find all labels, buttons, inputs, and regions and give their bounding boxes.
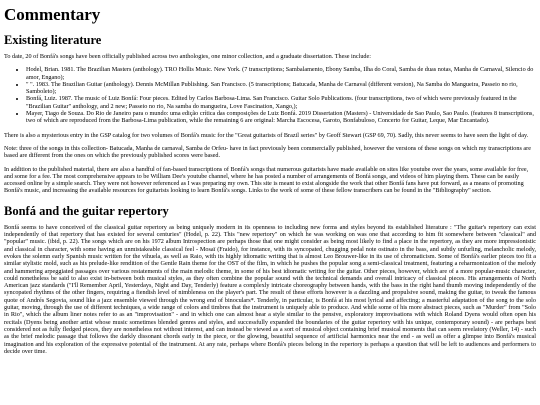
publication-list <box>4 66 536 124</box>
section-heading-existing-literature: Existing literature <box>4 33 102 47</box>
list-item: • Mayer, Tiago de Souza. Do Rio de Janeiro para o mundo: uma edição crítica das composições de Luiz Bonfá. 2019 Dissertation (Masters) - Universidade de Sao Paulo, Sao Paulo. (features 8 transcriptions, two of which are reproduced from the Barbosa-Lima publication, while the remaining 6 are original: Marcha Escocesa, Garoto, Bonfabuloso, Concerto for Guitar, Leque, Mar Encantado). <box>26 110 536 125</box>
list-item: • " ". 1983. The Brazilian Guitar (anthology). Dennis McMillan Publishing. San Francisco. (5 transcriptions; Batucada, Manha de Carnaval (different version), Na Samba do Mangueira, Passeio no rio, Samboleto); <box>26 81 536 96</box>
fan-transcriptions-paragraph: In addition to the published material, there are also a handful of fan-based transcriptions of Bonfá's songs that numerous guitarists have made available on sites like youtube over the years, some available for free, and some for a fee. The most comprehensive appears to be William Dee's youtube channel, where he has posted a number of arrangements of Bonfá songs, and videos of him playing them. These can be easily accessed online by a simple search. They were not however referenced as I was preparing my own. This site is meant to exist alongside the work that other Bonfá fans have put forward, as a means of promoting Bonfá's music, and increasing the available resources for guitarists looking to learn Bonfá's songs. Links to the work of some of these fellow transcribers can be found in the "Bibliography" section. <box>4 165 529 195</box>
note-paragraph: Note: three of the songs in this collection- Batucada, Manha de carnaval, Samba de Orfeu- have in fact previously been commercially published, however the versions of these songs on which my transcriptions are based are different from the ones on which the previously published scores were based. <box>4 144 531 160</box>
intro-paragraph: To date, 20 of Bonfá's songs have been officially published across two anthologies, one minor collection, and a graduate dissertation. These include: <box>4 53 371 60</box>
page-title: Commentary <box>4 5 101 24</box>
section-heading-guitar-repertory: Bonfá and the guitar repertory <box>4 203 169 218</box>
gsp-catalog-paragraph: There is also a mysterious entry in the GSP catalog for two volumes of Bonfá's music for the "Great guitarists of Brazil series" by Geoff Stewart (GSP 69, 70). Sadly, this never seems to have seen the light of day. <box>4 131 529 139</box>
repertory-paragraph: Bonfá seems to have conceived of the classical guitar repertory as being uniquely modern in its openness to including new forms and styles beyond its established literature : "The guitar's repertory can exist independently of that repertory that has existed for several centuries" (Hodel, p. 22). This "new repertory" on which he was working on was one that according to him fit somewhere between "classical" and "popular" music. (ibid, p. 22). The songs which are on his 1972 album Introspection are perhaps those that one might consider as being most likely to find a place in the repertory, as they are more impressionistic and classical in character, with some having an unmistakeable classical feel - Mosaï (Fraido), for instance, with its syncopated, chugging pedal note ostinato in the bass, and subtly unfurling, melancholic melody, evokes the solemn early Spanish music written for the vihuela, as well as Raio, with its highly idiomatic writing that is almost Leo Brouwer-like in its use of chromaticism. Some of Bonfá's earlier pieces too fit a similar stylistic mold, such as his prelude-like rendition of the Gentle Rain theme for the OST of the film, in which he pushes the popular song a semi-classical treatment, featuring a reharmonization of the melody and hammering arpeggiated passages over various restatements of the main melodic theme, in some of his best idiomatic writing for the guitar. Other pieces, however, which are of a more popular-music character, could nonetheless be said to also exist in-between both musical styles, as they often combine the popular sound with the technical demands and overall intricacy of classical pieces. His arrangements of North American jazz standards ("I'll Remember April, Yesterdays, Night and Day, Tenderly) feature a complexly intricate choreography between hands, with the bass in the right hand thumb moving independently of the syncopated rhythms of the other fingers, requiring a fiendish level of nimbleness on the player's part. The result of these efforts however is a dazzling and propulsive sound, making the guitar, to tweak the famous quote of Andrés Segovia, sound like a jazz ensemble viewed through the wrong end of binoculars*. Tenderly, in particular, is Bonfá at his most lyrical and affecting; a masterful adaptation of the song to the solo guitar, moving, through the use of different techniques, a wide range of colors and timbres that the instrument is uniquely able to produce. And while some of his more abstract pieces, such as "Murder" from "Solo in Rio", which the album liner notes refer to as an "improvisation" - and in which one can almost hear a style similar to the pensive, exploratory improvisations with which Roland Dyens would often open his recitals (Dyens being another artist whose music sometimes blended genres and styles, and successfully expanded the boundaries of the guitar repertory with his unique, contemporary sound) - are perhaps best considered not as fully fledged pieces, they are nonetheless not without interest, and can instead be viewed as a sort of musical object containing brief musical moments that can seem revelatory (Weller, 14) - such as the brief melodic passage that follows the darkly dissonant chords early in the piece, or the glowing, beautiful sequence of artificial harmonics near the end - as well as offer a glimpse into Bonfá's musical imagination and his exploration of the expressive potential of the instrument. At any rate, perhaps where Bonfá's pieces belong in the repertory is perhaps a question that will be left to audiences and performers to decide over time. <box>4 223 536 355</box>
list-item: • Bonfá, Luiz. 1987. The music of Luiz Bonfá: Four pieces. Edited by Carlos Barbosa-Lima. San Francisco. Guitar Solo Publications. (four transcriptions, two of which were previously featured in the "Brazilian Guitar" anthology, and 2 new; Passeio no rio, Na samba do mangueira, Love Fascination, Xango,); <box>26 95 536 110</box>
list-item: • Hodel, Brian. 1981. The Brazilian Masters (anthology). TRO Hollis Music. New York. (7 transcriptions; Sambalamento, Ebony Samba, Ilha do Coral, Samba de duas notas, Manha de Carnaval, Silencio do amor, Engano); <box>26 66 536 81</box>
